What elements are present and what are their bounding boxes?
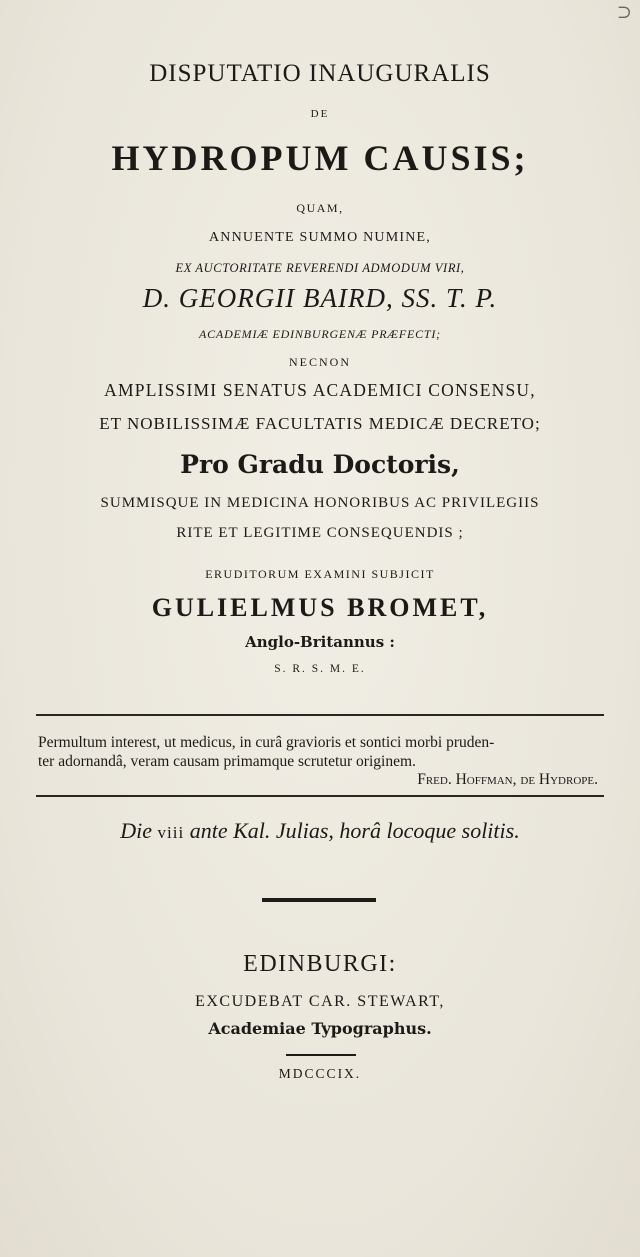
epigraph	[38, 733, 598, 771]
summisque-line: SUMMISQUE IN MEDICINA HONORIBUS AC PRIVILEGIIS	[100, 495, 540, 511]
srsme-line: S. R. S. M. E.	[274, 663, 366, 675]
date-die: Die	[120, 818, 153, 843]
epigraph-top-rule	[36, 714, 604, 716]
typographus-line: Academiae Typographus.	[208, 1019, 432, 1038]
epigraph-attribution: Fred. Hoffman, de Hydrope.	[417, 771, 598, 788]
epigraph-line-2: ter adornandâ, veram causam primamque scrutetur originem.	[38, 753, 416, 770]
year-rule	[286, 1054, 356, 1056]
quam-label: QUAM,	[296, 201, 344, 215]
page-corner-mark: ⊃	[616, 2, 632, 22]
main-title: HYDROPUM CAUSIS;	[111, 138, 529, 178]
pro-gradu-line: Pro Gradu Doctoris,	[180, 450, 460, 479]
year-line: MDCCCIX.	[278, 1066, 362, 1081]
amplissimi-line: AMPLISSIMI SENATUS ACADEMICI CONSENSU,	[104, 380, 536, 400]
academiae-line: ACADEMIÆ EDINBURGENÆ PRÆFECTI;	[199, 327, 441, 341]
disputatio-heading: DISPUTATIO INAUGURALIS	[149, 60, 491, 87]
de-label: DE	[310, 108, 330, 120]
date-viii: viii	[157, 823, 185, 842]
city-line: EDINBURGI:	[243, 951, 397, 977]
date-line	[0, 818, 640, 844]
baird-line: D. GEORGII BAIRD, SS. T. P.	[142, 283, 498, 313]
anglo-line: Anglo-Britannus :	[245, 633, 395, 651]
epigraph-line-1: Permultum interest, ut medicus, in curâ gravioris et sontici morbi pruden-	[38, 734, 495, 751]
author-name: GULIELMUS BROMET,	[151, 593, 489, 622]
nobilissimae-line: ET NOBILISSIMÆ FACULTATIS MEDICÆ DECRETO;	[99, 414, 541, 433]
printer-line: EXCUDEBAT CAR. STEWART,	[195, 993, 445, 1010]
rite-line: RITE ET LEGITIME CONSEQUENDIS ;	[176, 525, 464, 541]
date-rest: ante Kal. Julias, horâ locoque solitis.	[189, 818, 520, 843]
eruditorum-line: ERUDITORUM EXAMINI SUBJICIT	[205, 567, 435, 581]
ornament-rule	[262, 898, 376, 902]
necnon-line: NECNON	[289, 355, 351, 369]
epigraph-bottom-rule	[36, 795, 604, 797]
ex-auctoritate-line: EX AUCTORITATE REVERENDI ADMODUM VIRI,	[175, 261, 465, 275]
annuente-line: ANNUENTE SUMMO NUMINE,	[208, 230, 431, 245]
